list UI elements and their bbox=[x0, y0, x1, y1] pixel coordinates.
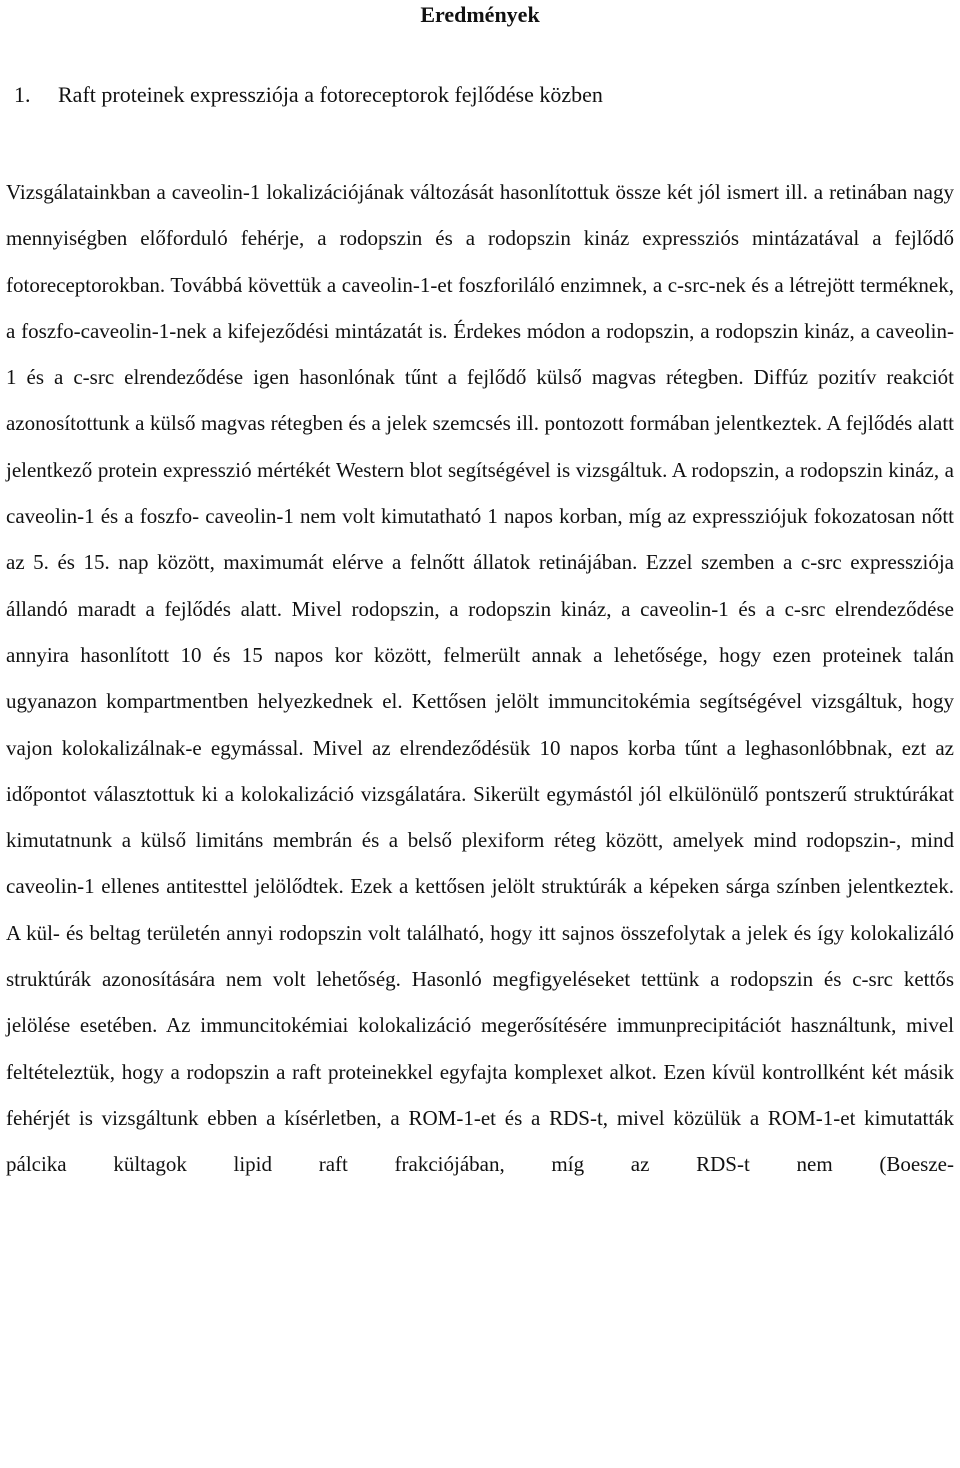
page-title: Eredmények bbox=[420, 2, 540, 27]
section-heading-text: Raft proteinek expressziója a fotoreceptorok fejlődése közben bbox=[58, 82, 603, 107]
section-heading bbox=[6, 82, 954, 108]
body-paragraph: Vizsgálatainkban a caveolin-1 lokalizációjának változását hasonlítottuk össze két jól ismert ill. a retinában nagy mennyiségben előforduló fehérje, a rodopszin és a rodopszin kináz expressziós mintázatával a fejlődő fotoreceptorokban. Továbbá követtük a caveolin-1-et foszforiláló enzimnek, a c-src-nek és a létrejött terméknek, a foszfo-caveolin-1-nek a kifejeződési mintázatát is. Érdekes módon a rodopszin, a rodopszin kináz, a caveolin-1 és a c-src elrendeződése igen hasonlónak tűnt a fejlődő külső magvas rétegben. Diffúz pozitív reakciót azonosítottunk a külső magvas rétegben és a jelek szemcsés ill. pontozott formában jelentkeztek. A fejlődés alatt jelentkező protein expresszió mértékét Western blot segítségével is vizsgáltuk. A rodopszin, a rodopszin kináz, a caveolin-1 és a foszfo- caveolin-1 nem volt kimutatható 1 napos korban, míg az expressziójuk fokozatosan nőtt az 5. és 15. nap között, maximumát elérve a felnőtt állatok retinájában. Ezzel szemben a c-src expressziója állandó maradt a fejlődés alatt. Mivel rodopszin, a rodopszin kináz, a caveolin-1 és a c-src elrendeződése annyira hasonlított 10 és 15 napos kor között, felmerült annak a lehetősége, hogy ezen proteinek talán ugyanazon kompartmentben helyezkednek el. Kettősen jelölt immuncitokémia segítségével vizsgáltuk, hogy vajon kolokalizálnak-e egymással. Mivel az elrendeződésük 10 napos korba tűnt a leghasonlóbbnak, ezt az időpontot választottuk ki a kolokalizáció vizsgálatára. Sikerült egymástól jól elkülönülő pontszerű struktúrákat kimutatnunk a külső limitáns membrán és a belső plexiform réteg között, amelyek mind rodopszin-, mind caveolin-1 ellenes antitesttel jelölődtek. Ezek a kettősen jelölt struktúrák a képeken sárga színben jelentkeztek. A kül- és beltag területén annyi rodopszin volt található, hogy itt sajnos összefolytak a jelek és így kolokalizáló struktúrák azonosítására nem volt lehetőség. Hasonló megfigyeléseket tettünk a rodopszin és c-src kettős jelölése esetében. Az immuncitokémiai kolokalizáció megerősítésére immunprecipitációt használtunk, mivel feltételeztük, hogy a rodopszin a raft proteinekkel egyfajta komplexet alkot. Ezen kívül kontrollként két másik fehérjét is vizsgáltunk ebben a kísérletben, a ROM-1-et és a RDS-t, mivel közülük a ROM-1-et kimutatták pálcika kültagok lipid raft frakciójában, míg az RDS-t nem (Boesze- bbox=[6, 180, 954, 1177]
section-number: 1. bbox=[14, 82, 31, 107]
